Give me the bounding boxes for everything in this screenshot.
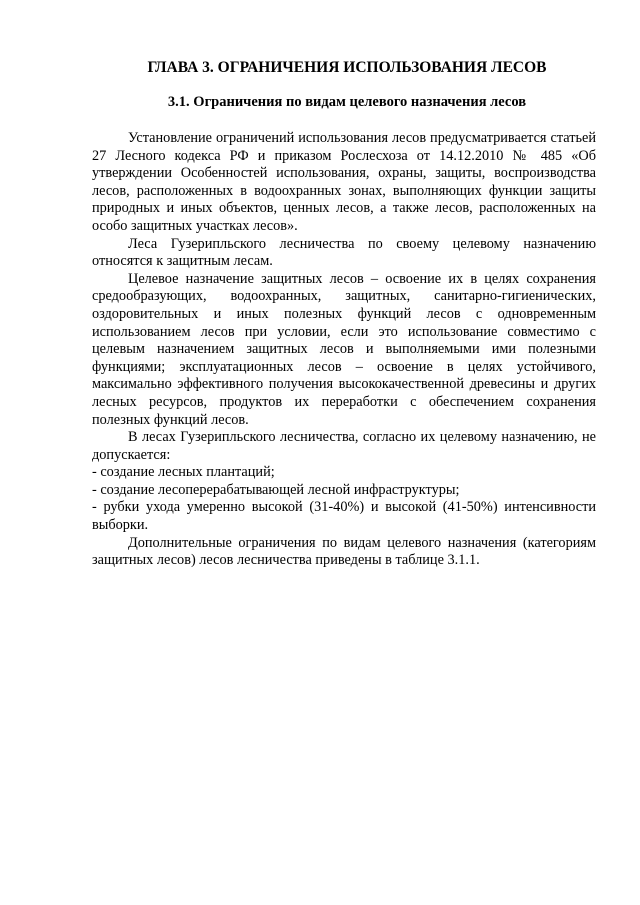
section-title: 3.1. Ограничения по видам целевого назначения лесов (167, 94, 527, 110)
paragraph-legal-basis: Установление ограничений использования лесов предусматривается статьей 27 Лесного кодекса РФ и приказом Рослесхоза от 14.12.2010 № 485 «Об утверждении Особенностей использования, охраны, защиты, воспроизводства лесов, расположенных в водоохранных зонах, выполняющих функции защиты природных и иных объектов, ценных лесов, а также лесов, расположенных на особо защитных участках лесов». (92, 130, 596, 234)
paragraph-forest-category: Леса Гузерипльского лесничества по своему целевому назначению относятся к защитным лесам. (92, 235, 596, 270)
list-item: - создание лесоперерабатывающей лесной инфраструктуры; (92, 481, 460, 498)
body-text (92, 130, 596, 570)
paragraph-purpose: Целевое назначение защитных лесов – освоение их в целях сохранения средообразующих, водоохранных, защитных, санитарно-гигиенических, оздоровительных и иных полезных функций лесов с одновременным использованием лесов при условии, если это использование совместимо с целевым назначением защитных лесов и выполняемыми ими полезными функциями; эксплуатационных лесов – освоение в целях устойчивого, максимально эффективного получения высококачественной древесины и других лесных ресурсов, продуктов их переработки с обеспечением сохранения полезных функций лесов. (92, 270, 596, 428)
document-page (92, 58, 596, 570)
chapter-title: ГЛАВА 3. ОГРАНИЧЕНИЯ ИСПОЛЬЗОВАНИЯ ЛЕСОВ (147, 59, 547, 76)
paragraph-prohibitions: В лесах Гузерипльского лесничества, согласно их целевому назначению, не допускается: (92, 429, 596, 463)
list-item: - рубки ухода умеренно высокой (31-40%) и высокой (41-50%) интенсивности выборки. (92, 499, 596, 534)
list-item: - создание лесных плантаций; (92, 464, 275, 481)
paragraph-table-reference: Дополнительные ограничения по видам целевого назначения (категориям защитных лесов) лесов лесничества приведены в таблице 3.1.1. (92, 534, 596, 569)
